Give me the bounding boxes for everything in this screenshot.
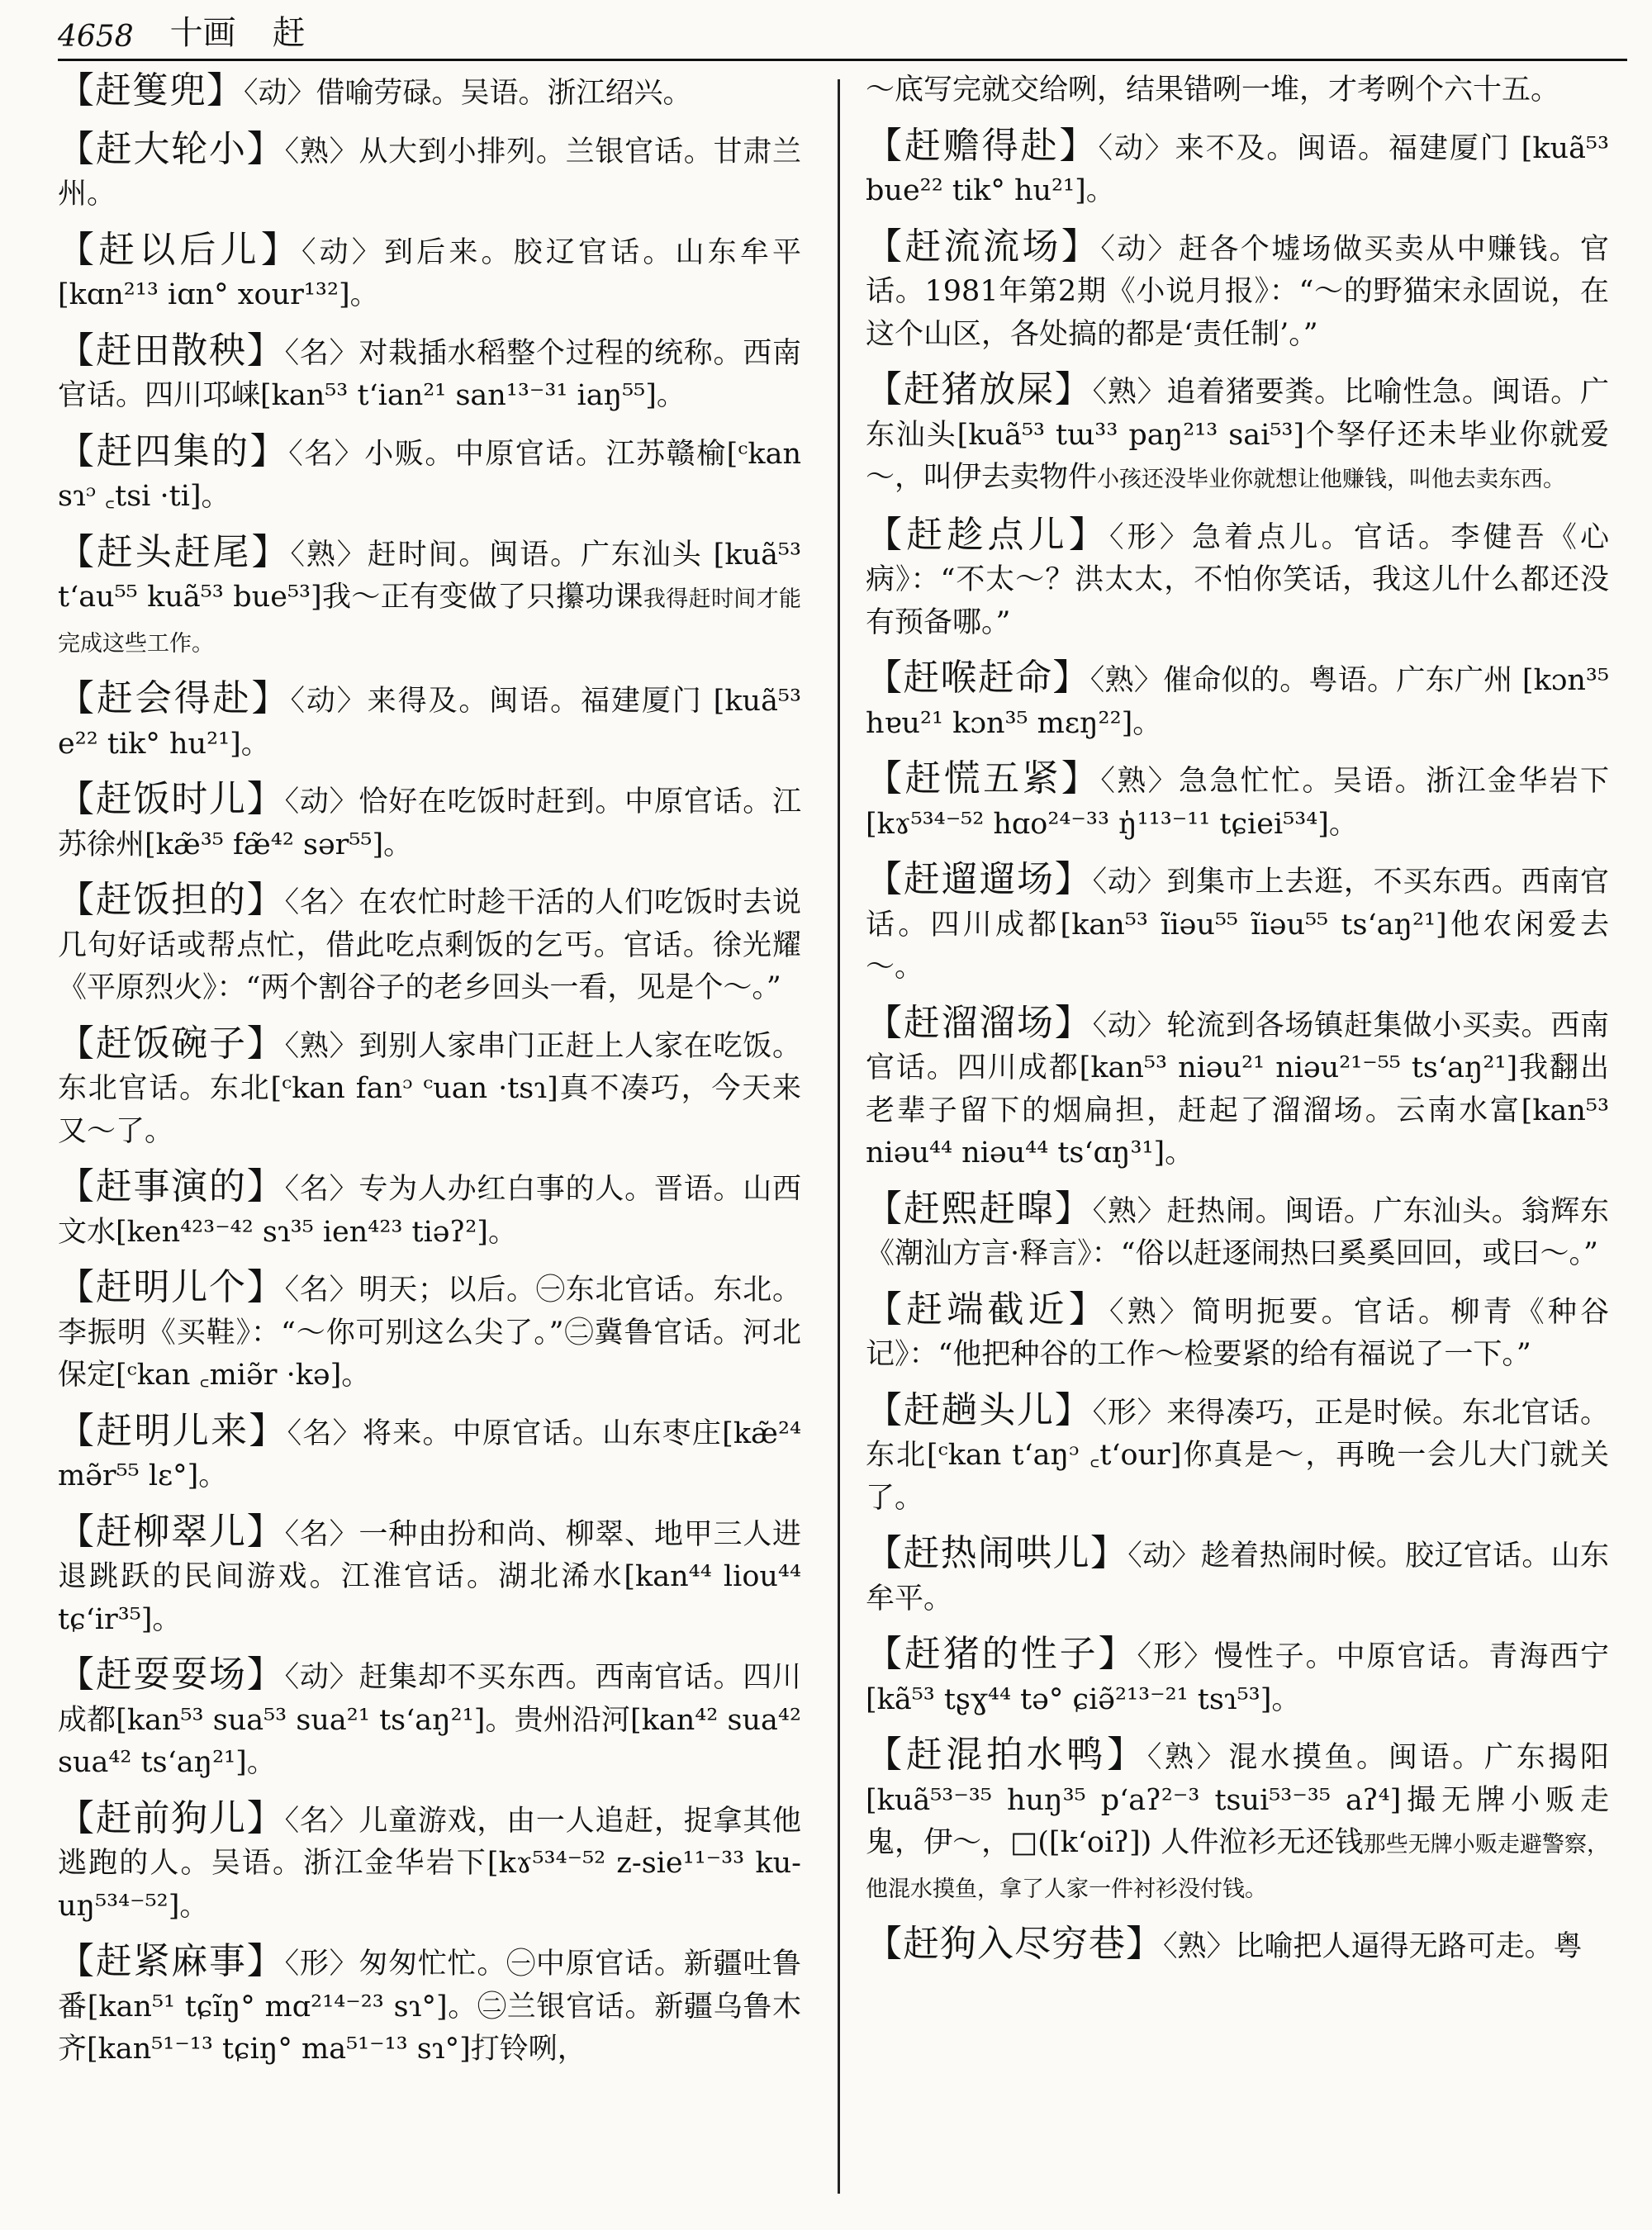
dictionary-entry — [866, 368, 1609, 501]
entry-headword: 【赶慌五紧】 — [866, 757, 1101, 799]
entry-headword: 【赶赡得赴】 — [866, 124, 1099, 167]
entry-headword: 【赶端截近】 — [866, 1288, 1109, 1331]
column-divider — [838, 79, 840, 2194]
entry-definition: 〈名〉儿童游戏，由一人追赶，捉拿其他逃跑的人。吴语。浙江金华岩下[kɤ⁵³⁴⁻⁵² z-sie¹¹⁻³³ ku-uŋ⁵³⁴⁻⁵²]。 — [58, 1804, 801, 1923]
dictionary-entry — [866, 125, 1609, 213]
entry-headword: 【赶会得赴】 — [58, 677, 291, 719]
entry-definition: 〈名〉在农忙时趁干活的人们吃饭时去说几句好话或帮点忙，借此吃点剩饭的乞丐。官话。徐光耀《平原烈火》：“两个割谷子的老乡回头一看，见是个～。” — [58, 886, 801, 1004]
dictionary-entry — [866, 1288, 1609, 1377]
entry-headword: 【赶前狗儿】 — [58, 1796, 285, 1839]
entry-headword: 【赶耍耍场】 — [58, 1654, 285, 1696]
entry-headword: 【赶溜溜场】 — [866, 1001, 1093, 1044]
stroke-count: 十画 — [169, 14, 236, 52]
entry-definition: 〈熟〉追着猪要粪。比喻性急。闽语。广东汕头[kuã⁵³ tɯ³³ paŋ²¹³ sai⁵³]个孥仔还未毕业你就爱～，叫伊去卖物件 — [866, 376, 1609, 494]
entry-headword: 【赶柳翠儿】 — [58, 1510, 285, 1553]
entry-gloss: 我得赶时间才能完成这些工作。 — [58, 586, 801, 657]
entry-headword: 【赶明儿个】 — [58, 1266, 285, 1308]
dictionary-entry — [58, 1022, 801, 1154]
entry-definition: 〈名〉一种由扮和尚、柳翠、地甲三人进退跳跃的民间游戏。江淮官话。湖北浠水[kan⁴⁴ liou⁴⁴ tɕʻir³⁵]。 — [58, 1517, 801, 1636]
entry-headword: 【赶狗入尽穷巷】 — [866, 1923, 1163, 1965]
entry-definition: 〈熟〉急急忙忙。吴语。浙江金华岩下[kɤ⁵³⁴⁻⁵² hɑo²⁴⁻³³ ŋ̍¹¹³⁻¹¹ tɕiei⁵³⁴]。 — [866, 765, 1610, 841]
dictionary-entry — [58, 229, 801, 317]
radical-char: 赶 — [272, 14, 306, 52]
entry-definition: 〈形〉急着点儿。官话。李健吾《心病》：“不太～？洪太太，不怕你笑话，我这儿什么都还没有预备哪。” — [866, 520, 1609, 639]
entry-definition: 〈动〉趁着热闹时候。胶辽官话。山东牟平。 — [866, 1540, 1609, 1616]
entry-definition: 〈熟〉到别人家串门正赶上人家在吃饭。东北官话。东北[ᶜkan fanᵓ ᶜuan ·tsɿ]真不凑巧，今天来又～了。 — [58, 1029, 801, 1148]
entry-headword: 【赶头赶尾】 — [58, 530, 291, 573]
dictionary-entry — [58, 1165, 801, 1254]
dictionary-entry — [58, 531, 801, 666]
dictionary-entry — [866, 225, 1609, 357]
entry-definition: 〈名〉明天；以后。㊀东北官话。东北。李振明《买鞋》：“～你可别这么尖了。”㊁冀鲁官话。河北保定[ᶜkan ꜀miə̃r ·kə]。 — [58, 1274, 801, 1392]
dictionary-entry — [866, 757, 1609, 846]
dictionary-entry — [58, 69, 801, 116]
entry-definition: 〈名〉将来。中原官话。山东枣庄[kæ̃²⁴ mə̃r⁵⁵ lɛ°]。 — [58, 1416, 802, 1492]
entry-headword: 【赶田散秧】 — [58, 329, 285, 372]
entry-definition: 〈熟〉赶热闹。闽语。广东汕头。翁辉东《潮汕方言·释言》：“俗以赶逐闹热曰奚奚回回，或曰～。” — [866, 1194, 1609, 1270]
dictionary-entry — [58, 1266, 801, 1397]
entry-headword: 【赶遛遛场】 — [866, 858, 1093, 900]
entry-definition: 〈动〉到集市上去逛，不买东西。西南官话。四川成都[kan⁵³ ĩiəu⁵⁵ ĩiəu⁵⁵ tsʻaŋ²¹]他农闲爱去～。 — [866, 866, 1609, 984]
entry-headword: 【赶紧麻事】 — [58, 1940, 285, 1982]
entry-headword: 【赶流流场】 — [866, 225, 1101, 268]
entry-definition: 〈动〉赶各个墟场做买卖从中赚钱。官话。1981年第2期《小说月报》：“～的野猫宋永固说，在这个山区，各处搞的都是‘责任制’。” — [866, 232, 1610, 351]
entry-definition: 〈熟〉混水摸鱼。闽语。广东揭阳 [kuã⁵³⁻³⁵ huŋ³⁵ pʻaʔ²⁻³ tsui⁵³⁻³⁵ aʔ⁴]撮无牌小贩走鬼，伊～，□([kʻoiʔ]) 人件涖衫无还钱 — [866, 1741, 1609, 1859]
dictionary-entry — [866, 657, 1609, 745]
entry-headword: 【赶猪的性子】 — [866, 1633, 1137, 1675]
entry-headword: 【赶热闹哄儿】 — [866, 1532, 1128, 1574]
dictionary-entry — [58, 879, 801, 1010]
entry-headword: 【赶事演的】 — [58, 1165, 285, 1208]
entry-headword: 【赶以后儿】 — [58, 228, 301, 271]
right-column — [866, 69, 1609, 1981]
entry-definition: 〈名〉小贩。中原官话。江苏赣榆[ᶜkan sɿᵓ ꜀tsi ·ti]。 — [58, 437, 802, 513]
entry-definition: 〈熟〉赶时间。闽语。广东汕头 [kuã⁵³ tʻau⁵⁵ kuã⁵³ bue⁵³]我～正有变做了只攥功课 — [58, 538, 801, 614]
entry-definition: 〈形〉匆匆忙忙。㊀中原官话。新疆吐鲁番[kan⁵¹ tɕĩŋ° mɑ²¹⁴⁻²³ sɿ°]。㊁兰银官话。新疆乌鲁木齐[kan⁵¹⁻¹³ tɕiŋ° ma⁵¹⁻¹³ sɿ°]打铃咧， — [58, 1948, 801, 2066]
entry-headword: 【赶饭碗子】 — [58, 1022, 285, 1065]
dictionary-entry — [58, 1511, 801, 1642]
dictionary-entry — [58, 778, 801, 866]
dictionary-entry — [866, 1633, 1609, 1721]
entry-headword: 【赶篗兜】 — [58, 69, 244, 112]
dictionary-entry — [866, 1188, 1609, 1276]
entry-headword: 【赶混拍水鸭】 — [866, 1734, 1147, 1776]
entry-definition: 〈动〉到后来。胶辽官话。山东牟平[kɑn²¹³ iɑn° xour¹³²]。 — [58, 235, 801, 311]
page-header — [58, 15, 1627, 61]
dictionary-entry — [866, 1002, 1609, 1175]
entry-definition: 〈名〉对栽插水稻整个过程的统称。西南官话。四川邛崃[kan⁵³ tʻian²¹ san¹³⁻³¹ iaŋ⁵⁵]。 — [58, 336, 801, 412]
entry-definition: 〈熟〉催命似的。粤语。广东广州 [kɔn³⁵ hɐu²¹ kɔn³⁵ mɛŋ²²]。 — [866, 664, 1609, 740]
dictionary-entry — [58, 330, 801, 418]
entry-headword: 【赶饭担的】 — [58, 879, 285, 921]
dictionary-entry — [58, 430, 801, 519]
entry-definition: 〈熟〉简明扼要。官话。柳青《种谷记》：“他把种谷的工作～检要紧的给有福说了一下。” — [866, 1295, 1609, 1371]
dictionary-entry — [58, 1797, 801, 1929]
entry-definition: 〈熟〉从大到小排列。兰银官话。甘肃兰州。 — [58, 135, 801, 211]
entry-definition: 〈熟〉比喻把人逼得无路可走。粤 — [1163, 1930, 1583, 1963]
dictionary-entry — [58, 1654, 801, 1785]
dictionary-entry — [58, 1410, 801, 1498]
entry-gloss: 小孩还没毕业你就想让他赚钱，叫他去卖东西。 — [1097, 467, 1566, 492]
entry-definition: 〈动〉来不及。闽语。福建厦门 [kuã⁵³ bue²² tik° hu²¹]。 — [866, 131, 1609, 207]
entry-headword: 【赶猪放屎】 — [866, 368, 1093, 410]
entry-headword: 【赶趁点儿】 — [866, 513, 1109, 556]
entry-headword: 【赶四集的】 — [58, 429, 289, 472]
entry-definition: 〈动〉轮流到各场镇赶集做小买卖。西南官话。四川成都[kan⁵³ niəu²¹ niəu²¹⁻⁵⁵ tsʻaŋ²¹]我翻出老辈子留下的烟扁担，赶起了溜溜场。云南水富[kan⁵³ niəu⁴⁴ niəu⁴⁴ tsʻɑŋ³¹]。 — [866, 1008, 1609, 1170]
dictionary-entry — [866, 1923, 1609, 1969]
dictionary-entry — [866, 1532, 1609, 1620]
entry-headword: 【赶明儿来】 — [58, 1409, 287, 1452]
entry-definition: 〈形〉来得凑巧，正是时候。东北官话。东北[ᶜkan tʻaŋᵓ ꜀tʻour]你真是～，再晚一会儿大门就关了。 — [866, 1396, 1609, 1515]
entry-definition: 〈名〉专为人办红白事的人。晋语。山西文水[ken⁴²³⁻⁴² sɿ³⁵ ien⁴²³ tiəʔ²]。 — [58, 1173, 801, 1249]
entry-headword: 【赶饭时儿】 — [58, 778, 285, 820]
dictionary-entry — [866, 1389, 1609, 1521]
entry-definition: 〈动〉借喻劳碌。吴语。浙江绍兴。 — [244, 77, 692, 110]
entry-definition: 〈动〉来得及。闽语。福建厦门 [kuã⁵³ e²² tik° hu²¹]。 — [58, 685, 801, 761]
dictionary-entry — [58, 128, 801, 216]
entry-headword: 【赶趟头儿】 — [866, 1388, 1093, 1431]
dictionary-entry — [866, 1734, 1609, 1910]
entry-definition: 〈动〉赶集却不买东西。西南官话。四川成都[kan⁵³ sua⁵³ sua²¹ tsʻaŋ²¹]。贵州沿河[kan⁴² sua⁴² sua⁴² tsʻaŋ²¹]。 — [58, 1661, 801, 1779]
dictionary-entry — [58, 1940, 801, 2071]
entry-gloss: 那些无牌小贩走避警察，他混水摸鱼，拿了人家一件衬衫没付钱。 — [866, 1832, 1609, 1902]
page-number: 4658 — [58, 20, 134, 54]
entry-definition: 〈动〉恰好在吃饭时赶到。中原官话。江苏徐州[kæ̃³⁵ fæ̃⁴² sər⁵⁵]。 — [58, 785, 801, 861]
entry-headword: 【赶熙赶暭】 — [866, 1187, 1093, 1230]
entry-headword: 【赶大轮小】 — [58, 127, 285, 170]
entry-headword: 【赶喉赶命】 — [866, 657, 1090, 699]
entry-definition: 〈形〉慢性子。中原官话。青海西宁 [kã⁵³ tʂɣ⁴⁴ tə° ɕiə̃²¹³⁻²¹ tsɿ⁵³]。 — [866, 1640, 1609, 1716]
continuation-text: ～底写完就交给咧，结果错咧一堆，才考咧个六十五。 — [866, 74, 1560, 107]
dictionary-entry — [866, 858, 1609, 989]
dictionary-entry — [58, 677, 801, 766]
left-column — [58, 69, 801, 2084]
dictionary-entry — [866, 514, 1609, 645]
